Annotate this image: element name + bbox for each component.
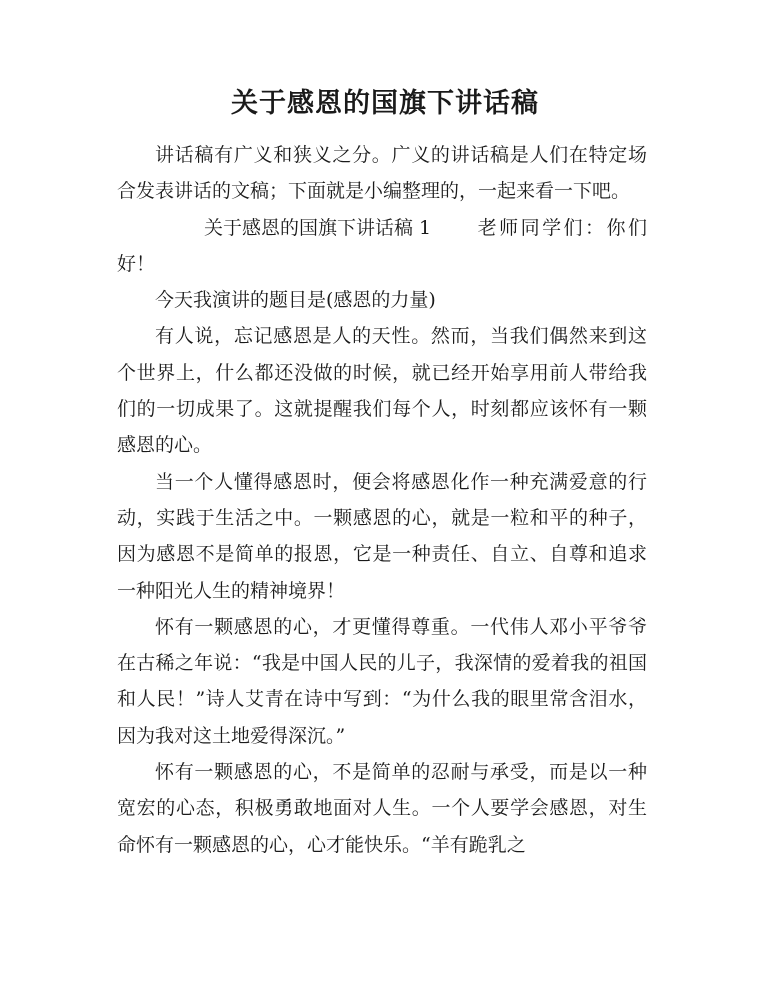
body-paragraph-topic: 今天我演讲的题目是(感恩的力量)	[155, 289, 436, 312]
speech-heading-paragraph	[117, 210, 647, 283]
body-paragraph-4: 怀有一颗感恩的心，不是简单的忍耐与承受，而是以一种宽宏的心态，积极勇敢地面对人生。一个人要学会感恩，对生命怀有一颗感恩的心，心才能快乐。“羊有跪乳之	[117, 761, 647, 856]
document-title: 关于感恩的国旗下讲话稿	[231, 88, 539, 119]
body-paragraph-1: 有人说，忘记感恩是人的天性。然而，当我们偶然来到这个世界上，什么都还没做的时候，就已经开始享用前人带给我们的一切成果了。这就提醒我们每个人，时刻都应该怀有一颗感恩的心。	[117, 325, 647, 457]
greeting-text: 老师同学们：你们好！	[117, 216, 647, 275]
intro-paragraph: 讲话稿有广义和狭义之分。广义的讲话稿是人们在特定场合发表讲话的文稿；下面就是小编整理的，一起来看一下吧。	[117, 144, 647, 203]
body-paragraph-3: 怀有一颗感恩的心，才更懂得尊重。一代伟人邓小平爷爷在古稀之年说：“我是中国人民的儿子，我深情的爱着我的祖国和人民！”诗人艾青在诗中写到：“为什么我的眼里常含泪水，因为我对这土地爱得深沉。”	[117, 615, 647, 747]
document-body	[117, 137, 647, 863]
body-paragraph-2: 当一个人懂得感恩时，便会将感恩化作一种充满爱意的行动，实践于生活之中。一颗感恩的心，就是一粒和平的种子，因为感恩不是简单的报恩，它是一种责任、自立、自尊和追求一种阳光人生的精神境界！	[117, 470, 647, 602]
speech-title: 关于感恩的国旗下讲话稿 1	[204, 216, 432, 239]
